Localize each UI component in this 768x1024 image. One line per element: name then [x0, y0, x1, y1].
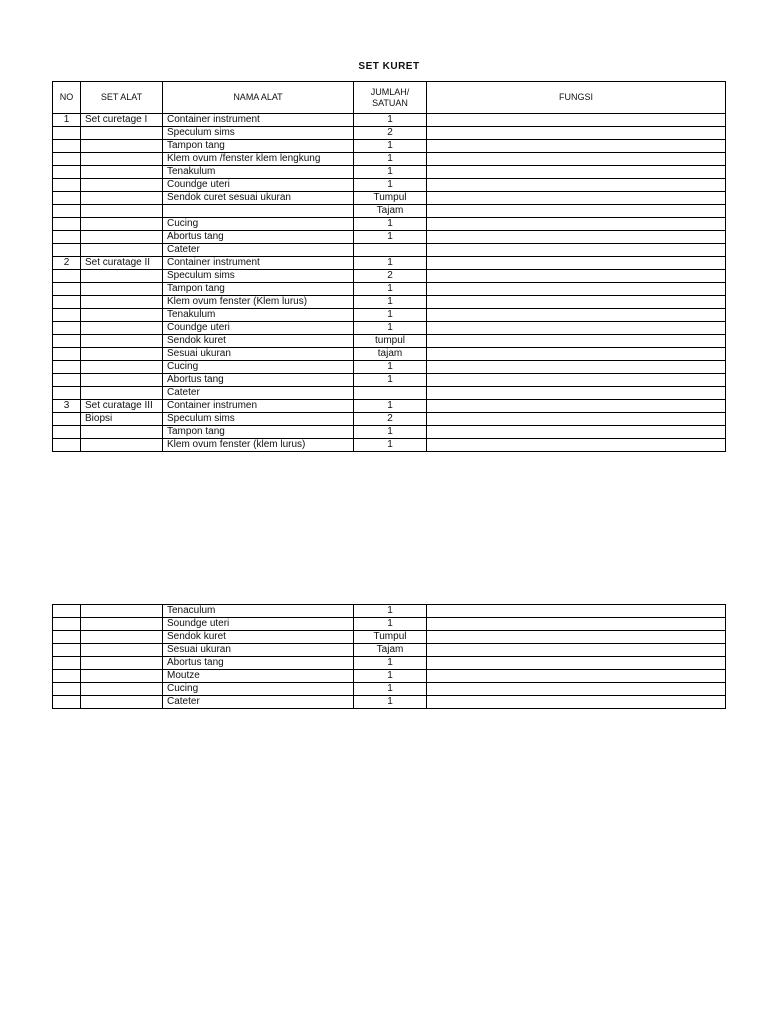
cell-set-alat	[81, 631, 163, 644]
cell-set-alat	[81, 439, 163, 452]
cell-fungsi	[427, 361, 726, 374]
cell-jumlah: 1	[354, 153, 427, 166]
table-row	[53, 322, 726, 335]
table-row	[53, 127, 726, 140]
cell-jumlah: 2	[354, 127, 427, 140]
cell-nama-alat: Coundge uteri	[163, 322, 354, 335]
table-row	[53, 657, 726, 670]
cell-nama-alat: Klem ovum fenster (Klem lurus)	[163, 296, 354, 309]
cell-jumlah: 1	[354, 218, 427, 231]
cell-set-alat	[81, 153, 163, 166]
table-row	[53, 270, 726, 283]
cell-fungsi	[427, 296, 726, 309]
cell-set-alat	[81, 192, 163, 205]
cell-fungsi	[427, 631, 726, 644]
cell-jumlah: 1	[354, 605, 427, 618]
cell-jumlah: 1	[354, 670, 427, 683]
cell-nama-alat: Sendok kuret	[163, 631, 354, 644]
table-row	[53, 361, 726, 374]
cell-fungsi	[427, 657, 726, 670]
cell-no	[53, 605, 81, 618]
cell-set-alat	[81, 244, 163, 257]
cell-nama-alat: Klem ovum fenster (klem lurus)	[163, 439, 354, 452]
cell-fungsi	[427, 179, 726, 192]
cell-no	[53, 140, 81, 153]
cell-jumlah: tumpul	[354, 335, 427, 348]
cell-nama-alat: Sendok curet sesuai ukuran	[163, 192, 354, 205]
table-row	[53, 192, 726, 205]
cell-set-alat	[81, 644, 163, 657]
cell-fungsi	[427, 270, 726, 283]
cell-nama-alat: Abortus tang	[163, 374, 354, 387]
cell-set-alat	[81, 683, 163, 696]
cell-no	[53, 631, 81, 644]
cell-jumlah: 2	[354, 270, 427, 283]
cell-set-alat	[81, 283, 163, 296]
cell-jumlah: 1	[354, 374, 427, 387]
cell-fungsi	[427, 166, 726, 179]
cell-no	[53, 439, 81, 452]
cell-set-alat	[81, 374, 163, 387]
cell-jumlah: 1	[354, 140, 427, 153]
cell-no	[53, 179, 81, 192]
table-row	[53, 696, 726, 709]
header-no: NO	[53, 82, 81, 114]
cell-fungsi	[427, 309, 726, 322]
cell-jumlah	[354, 244, 427, 257]
cell-fungsi	[427, 192, 726, 205]
cell-no	[53, 322, 81, 335]
cell-fungsi	[427, 348, 726, 361]
cell-jumlah: 1	[354, 257, 427, 270]
cell-set-alat	[81, 670, 163, 683]
cell-no	[53, 309, 81, 322]
cell-no	[53, 127, 81, 140]
document-title: SET KURET	[358, 61, 420, 72]
table-row	[53, 153, 726, 166]
cell-jumlah: 1	[354, 283, 427, 296]
cell-nama-alat: Abortus tang	[163, 657, 354, 670]
table-row	[53, 426, 726, 439]
cell-jumlah: 1	[354, 231, 427, 244]
cell-no	[53, 296, 81, 309]
table-row	[53, 231, 726, 244]
cell-set-alat	[81, 205, 163, 218]
cell-set-alat	[81, 127, 163, 140]
cell-no	[53, 166, 81, 179]
cell-set-alat	[81, 361, 163, 374]
cell-jumlah: 1	[354, 683, 427, 696]
cell-fungsi	[427, 374, 726, 387]
cell-fungsi	[427, 683, 726, 696]
cell-nama-alat: Cucing	[163, 361, 354, 374]
cell-nama-alat: Container instrumen	[163, 400, 354, 413]
cell-no	[53, 374, 81, 387]
table-row	[53, 257, 726, 270]
table-row	[53, 631, 726, 644]
cell-fungsi	[427, 426, 726, 439]
cell-fungsi	[427, 283, 726, 296]
table-row	[53, 218, 726, 231]
cell-no	[53, 696, 81, 709]
cell-set-alat	[81, 270, 163, 283]
cell-no: 3	[53, 400, 81, 413]
cell-no	[53, 153, 81, 166]
cell-set-alat	[81, 140, 163, 153]
cell-nama-alat: Tenakulum	[163, 166, 354, 179]
cell-nama-alat: Cateter	[163, 387, 354, 400]
cell-no: 1	[53, 114, 81, 127]
header-jumlah-satuan: JUMLAH/ SATUAN	[354, 82, 427, 114]
cell-fungsi	[427, 218, 726, 231]
cell-nama-alat: Soundge uteri	[163, 618, 354, 631]
cell-jumlah: 1	[354, 309, 427, 322]
cell-fungsi	[427, 257, 726, 270]
cell-nama-alat: Coundge uteri	[163, 179, 354, 192]
cell-jumlah: 1	[354, 322, 427, 335]
table-row	[53, 413, 726, 426]
table-row	[53, 296, 726, 309]
cell-fungsi	[427, 140, 726, 153]
table-row	[53, 670, 726, 683]
cell-fungsi	[427, 439, 726, 452]
cell-nama-alat: Cateter	[163, 244, 354, 257]
cell-jumlah: 2	[354, 413, 427, 426]
cell-nama-alat: Container instrument	[163, 114, 354, 127]
cell-no	[53, 618, 81, 631]
cell-nama-alat: Moutze	[163, 670, 354, 683]
cell-fungsi	[427, 696, 726, 709]
table-row	[53, 400, 726, 413]
cell-set-alat	[81, 387, 163, 400]
cell-nama-alat: Cucing	[163, 218, 354, 231]
cell-nama-alat: Cucing	[163, 683, 354, 696]
cell-fungsi	[427, 153, 726, 166]
cell-fungsi	[427, 114, 726, 127]
table-row	[53, 283, 726, 296]
cell-fungsi	[427, 387, 726, 400]
table-row	[53, 335, 726, 348]
cell-no	[53, 426, 81, 439]
cell-fungsi	[427, 205, 726, 218]
cell-set-alat	[81, 657, 163, 670]
cell-nama-alat: Speculum sims	[163, 127, 354, 140]
cell-no	[53, 244, 81, 257]
table-row	[53, 179, 726, 192]
cell-no	[53, 413, 81, 426]
cell-set-alat	[81, 605, 163, 618]
cell-no	[53, 361, 81, 374]
cell-no: 2	[53, 257, 81, 270]
cell-set-alat	[81, 426, 163, 439]
cell-fungsi	[427, 670, 726, 683]
cell-set-alat	[81, 618, 163, 631]
cell-jumlah: 1	[354, 426, 427, 439]
cell-fungsi	[427, 244, 726, 257]
cell-no	[53, 192, 81, 205]
cell-set-alat	[81, 296, 163, 309]
cell-fungsi	[427, 618, 726, 631]
cell-set-alat: Set curatage III	[81, 400, 163, 413]
cell-jumlah: 1	[354, 657, 427, 670]
cell-nama-alat: Tampon tang	[163, 283, 354, 296]
cell-set-alat	[81, 696, 163, 709]
cell-fungsi	[427, 335, 726, 348]
cell-fungsi	[427, 644, 726, 657]
table-row	[53, 605, 726, 618]
cell-fungsi	[427, 231, 726, 244]
cell-jumlah: Tajam	[354, 644, 427, 657]
cell-nama-alat: Container instrument	[163, 257, 354, 270]
table-row	[53, 374, 726, 387]
cell-nama-alat: Speculum sims	[163, 413, 354, 426]
cell-nama-alat: Tenaculum	[163, 605, 354, 618]
cell-nama-alat: Cateter	[163, 696, 354, 709]
table-row	[53, 683, 726, 696]
cell-nama-alat: Speculum sims	[163, 270, 354, 283]
cell-set-alat: Biopsi	[81, 413, 163, 426]
table-row	[53, 439, 726, 452]
cell-set-alat	[81, 231, 163, 244]
cell-set-alat	[81, 218, 163, 231]
cell-no	[53, 283, 81, 296]
table-row	[53, 205, 726, 218]
cell-jumlah	[354, 387, 427, 400]
header-set-alat: SET ALAT	[81, 82, 163, 114]
table-row	[53, 387, 726, 400]
table-row	[53, 644, 726, 657]
cell-jumlah: 1	[354, 439, 427, 452]
cell-nama-alat: Sesuai ukuran	[163, 644, 354, 657]
cell-set-alat	[81, 335, 163, 348]
cell-nama-alat: Tampon tang	[163, 140, 354, 153]
cell-no	[53, 218, 81, 231]
header-nama-alat: NAMA ALAT	[163, 82, 354, 114]
cell-no	[53, 670, 81, 683]
cell-jumlah: Tajam	[354, 205, 427, 218]
cell-set-alat: Set curatage II	[81, 257, 163, 270]
cell-no	[53, 231, 81, 244]
cell-set-alat	[81, 166, 163, 179]
table-row	[53, 309, 726, 322]
cell-nama-alat: Abortus tang	[163, 231, 354, 244]
table-row	[53, 114, 726, 127]
cell-jumlah: 1	[354, 618, 427, 631]
cell-nama-alat: Sesuai ukuran	[163, 348, 354, 361]
instrument-table-continuation	[52, 604, 726, 709]
cell-jumlah: 1	[354, 179, 427, 192]
cell-set-alat	[81, 348, 163, 361]
cell-jumlah: Tumpul	[354, 192, 427, 205]
cell-nama-alat: Sendok kuret	[163, 335, 354, 348]
table-row	[53, 348, 726, 361]
table-row	[53, 618, 726, 631]
table-header-row	[53, 82, 726, 114]
table-row	[53, 166, 726, 179]
cell-fungsi	[427, 322, 726, 335]
cell-no	[53, 205, 81, 218]
cell-no	[53, 270, 81, 283]
cell-set-alat	[81, 309, 163, 322]
cell-jumlah: 1	[354, 361, 427, 374]
cell-nama-alat: Klem ovum /fenster klem lengkung	[163, 153, 354, 166]
instrument-table-page-top	[52, 81, 726, 452]
cell-jumlah: 1	[354, 696, 427, 709]
cell-set-alat	[81, 179, 163, 192]
cell-no	[53, 683, 81, 696]
table-row	[53, 244, 726, 257]
cell-fungsi	[427, 127, 726, 140]
cell-jumlah: 1	[354, 114, 427, 127]
cell-fungsi	[427, 413, 726, 426]
cell-jumlah: Tumpul	[354, 631, 427, 644]
cell-fungsi	[427, 400, 726, 413]
cell-fungsi	[427, 605, 726, 618]
cell-no	[53, 387, 81, 400]
cell-jumlah: 1	[354, 296, 427, 309]
cell-jumlah: 1	[354, 166, 427, 179]
cell-nama-alat: Tenakulum	[163, 309, 354, 322]
cell-no	[53, 335, 81, 348]
cell-nama-alat	[163, 205, 354, 218]
table-row	[53, 140, 726, 153]
header-fungsi: FUNGSI	[427, 82, 726, 114]
cell-jumlah: tajam	[354, 348, 427, 361]
cell-set-alat	[81, 322, 163, 335]
cell-nama-alat: Tampon tang	[163, 426, 354, 439]
cell-jumlah: 1	[354, 400, 427, 413]
cell-no	[53, 657, 81, 670]
cell-no	[53, 644, 81, 657]
cell-no	[53, 348, 81, 361]
cell-set-alat: Set curetage I	[81, 114, 163, 127]
